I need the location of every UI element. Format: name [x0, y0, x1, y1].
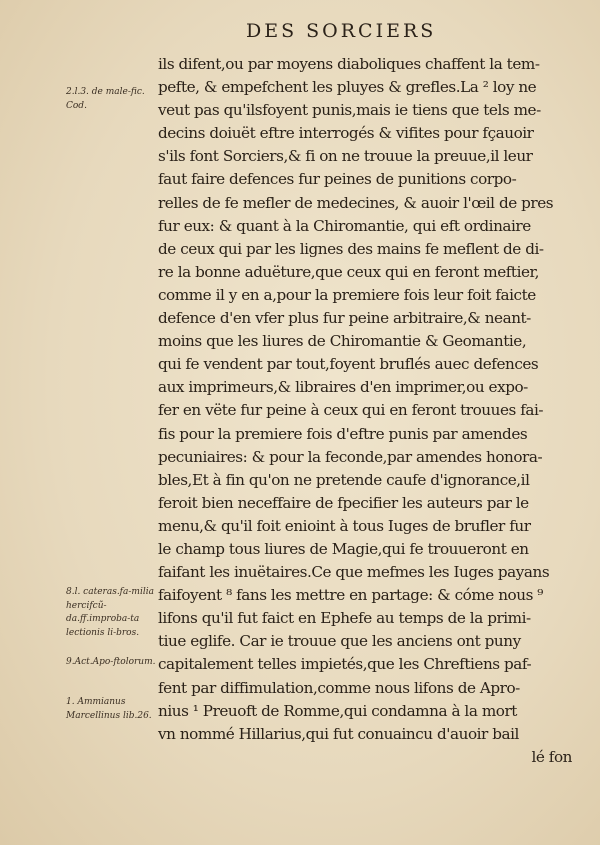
margin-note: 8.l. cateras.fa-milia hercifcũ-da.ff.improba-ta lectionis li-bros. — [66, 587, 154, 638]
text-line: comme il y en a,pour la premiere fois leur foit faicte — [158, 285, 536, 304]
text-line: relles de fe mefler de medecines, & auoir l'œil de pres — [158, 193, 554, 212]
text-line: faut faire defences fur peines de punitions corpo- — [158, 170, 517, 189]
text-line: fis pour la premiere fois d'eftre punis par amendes — [158, 424, 528, 443]
text-line: ils difent,ou par moyens diaboliques chaffent la tem- — [158, 55, 540, 73]
text-line: faifoyent ⁸ fans les mettre en partage: & cóme nous ⁹ — [158, 586, 543, 605]
text-line: de ceux qui par les lignes des mains fe meflent de di- — [158, 239, 544, 258]
text-line: le champ tous liures de Magie,qui fe trouueront en — [158, 539, 529, 558]
main-text — [158, 53, 578, 769]
catchword: lé fon — [531, 747, 572, 766]
text-line: vn nommé Hillarius,qui fut conuaincu d'auoir bail — [158, 724, 519, 743]
text-line: menu,& qu'il foit enioint à tous Iuges de brufler fur — [158, 516, 531, 535]
margin-note: 9.Act.Apo-ftolorum. — [66, 657, 156, 667]
text-line: qui fe vendent par tout,foyent bruflés auec defences — [158, 355, 539, 374]
text-line: feroit bien neceffaire de fpecifier les auteurs par le — [158, 493, 529, 512]
text-line: moins que les liures de Chiromantie & Geomantie, — [158, 332, 527, 351]
text-line: s'ils font Sorciers,& fi on ne trouue la preuue,il leur — [158, 147, 533, 166]
text-line: fer en vëte fur peine à ceux qui en feront trouues fai- — [158, 401, 544, 420]
text-line: bles,Et à fin qu'on ne pretende caufe d'ignorance,il — [158, 470, 530, 489]
text-line: nius ¹ Preuoft de Romme,qui condamna à la mort — [158, 701, 517, 720]
text-line: defence d'en vfer plus fur peine arbitraire,& neant- — [158, 309, 531, 328]
text-line: pefte, & empefchent les pluyes & grefles.La ² loy ne — [158, 78, 537, 97]
text-line: tiue eglife. Car ie trouue que les anciens ont puny — [158, 632, 521, 651]
text-line: decins doiuët eftre interrogés & vifites pour fçauoir — [158, 124, 534, 143]
text-line: fent par diffimulation,comme nous lifons de Apro- — [158, 678, 520, 697]
text-line: faifant les inuëtaires.Ce que mefmes les Iuges payans — [158, 563, 550, 582]
margin-note: 2.l.3. de male-fic. Cod. — [66, 87, 145, 111]
text-line: re la bonne aduëture,que ceux qui en feront meftier, — [158, 262, 540, 281]
running-head: DES SORCIERS — [246, 20, 437, 42]
text-line: veut pas qu'ilsfoyent punis,mais ie tiens que tels me- — [158, 101, 541, 120]
text-line: lifons qu'il fut faict en Ephefe au temps de la primi- — [158, 609, 531, 628]
text-line: capitalement telles impietés,que les Chreftiens paf- — [158, 655, 532, 674]
text-line: aux imprimeurs,& libraires d'en imprimer,ou expo- — [158, 378, 528, 397]
margin-note: 1. Ammianus Marcellinus lib.26. — [66, 697, 152, 721]
text-line: fur eux: & quant à la Chiromantie, qui eft ordinaire — [158, 216, 531, 235]
text-line: pecuniaires: & pour la feconde,par amendes honora- — [158, 447, 543, 466]
